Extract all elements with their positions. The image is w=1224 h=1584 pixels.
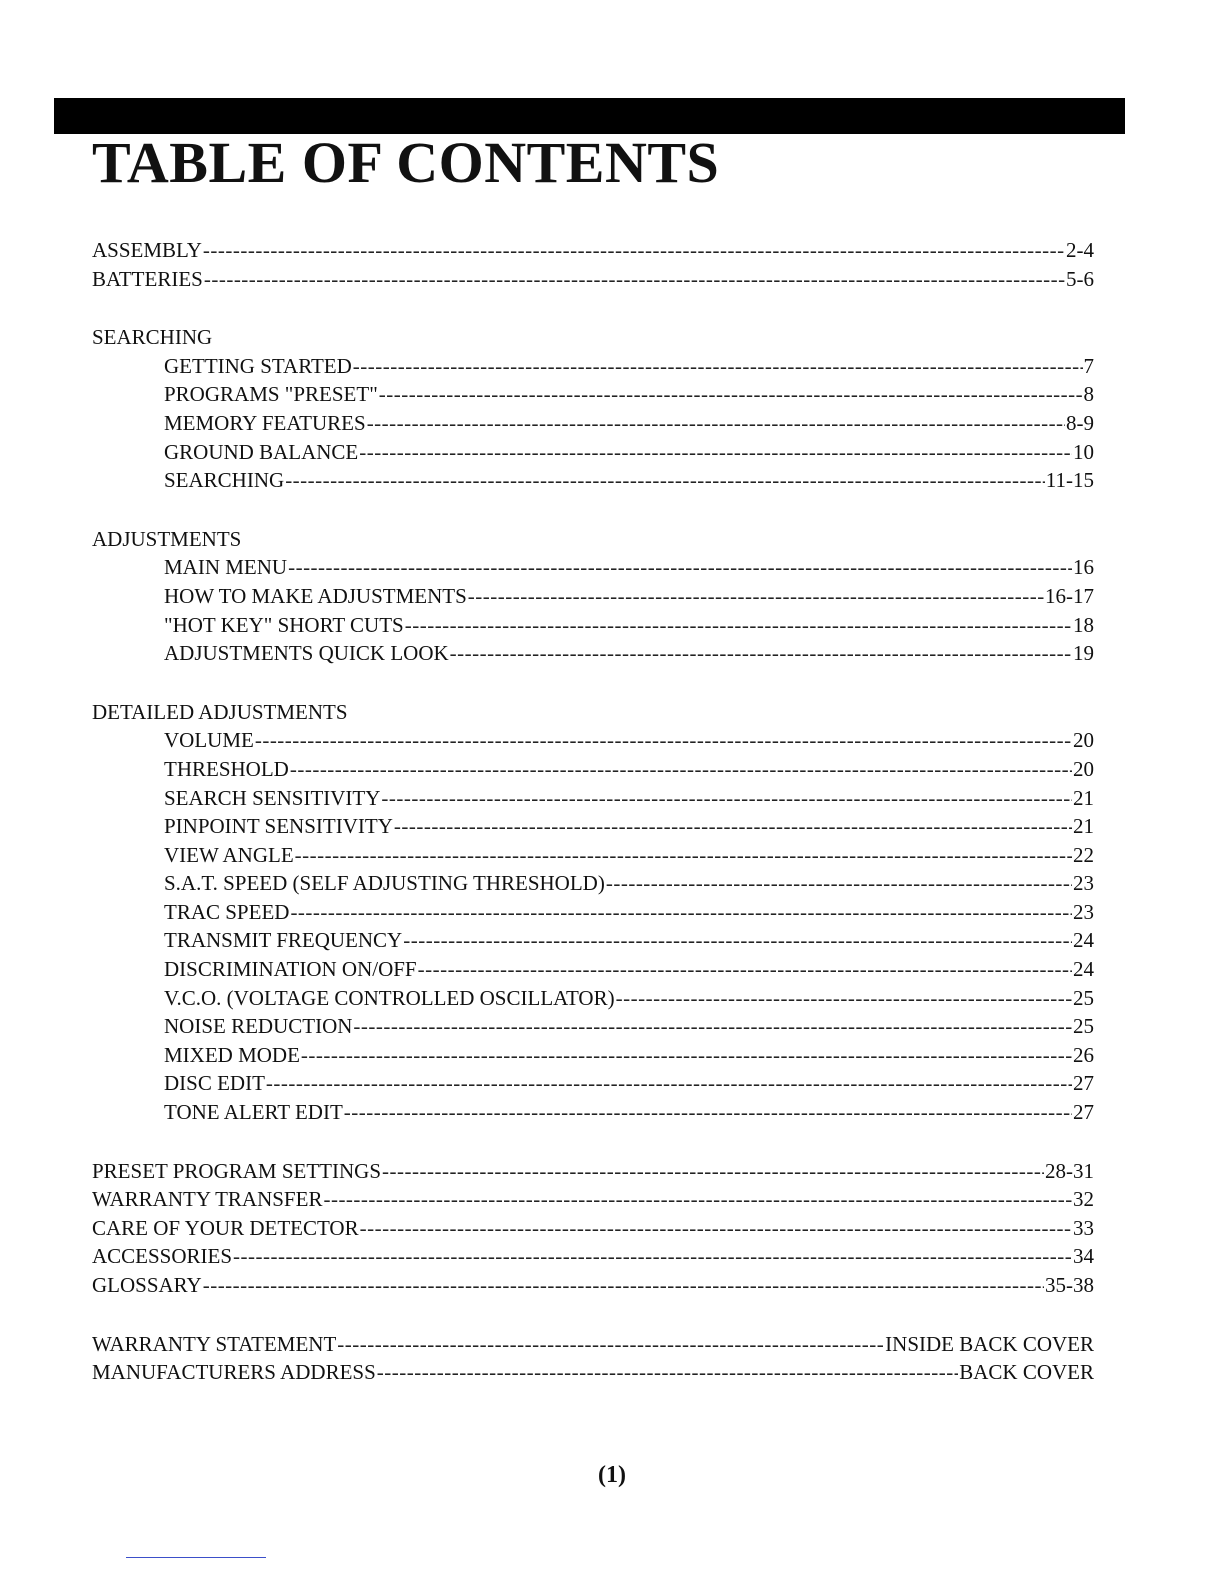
dot-leader: [344, 1098, 1072, 1127]
dot-leader: [353, 352, 1083, 381]
toc-entry-page: 7: [1083, 353, 1094, 378]
dot-leader: [353, 1012, 1072, 1041]
toc-entry-label: VOLUME: [164, 728, 254, 753]
toc-entry[interactable]: [92, 409, 1094, 438]
toc-entry[interactable]: [92, 380, 1094, 409]
dot-leader: [323, 1185, 1072, 1214]
toc-entry-label: PROGRAMS "PRESET": [164, 382, 378, 407]
dot-leader: [403, 926, 1072, 955]
toc-entry-label: GLOSSARY: [92, 1273, 202, 1297]
toc-entry-page: 28-31: [1045, 1158, 1094, 1183]
toc-entry-page: 25: [1073, 1014, 1094, 1039]
toc-entry[interactable]: [92, 1214, 1094, 1243]
dot-leader: [394, 812, 1072, 841]
toc-entry-label: ASSEMBLY: [92, 238, 202, 262]
section-heading: ADJUSTMENTS: [92, 526, 242, 551]
toc-entry-page: 33: [1073, 1215, 1094, 1240]
toc-entry[interactable]: [92, 236, 1094, 265]
toc-entry-label: VIEW ANGLE: [164, 842, 294, 867]
toc-entry-label: DISC EDIT: [164, 1071, 265, 1096]
toc-entry-label: MAIN MENU: [164, 555, 288, 580]
toc-entry-page: BACK COVER: [959, 1360, 1094, 1385]
dot-leader: [379, 380, 1083, 409]
dot-leader: [233, 1242, 1072, 1271]
dot-leader: [301, 1041, 1072, 1070]
toc-entry-label: HOW TO MAKE ADJUSTMENTS: [164, 583, 467, 608]
toc-entry-page: 35-38: [1045, 1273, 1094, 1297]
toc-entry[interactable]: [92, 639, 1094, 668]
toc-entry[interactable]: [92, 582, 1094, 611]
toc-entry[interactable]: [92, 1012, 1094, 1041]
dot-leader: [616, 984, 1072, 1013]
toc-entry[interactable]: [92, 1330, 1094, 1359]
toc-entry[interactable]: [92, 726, 1094, 755]
toc-entry-label: MANUFACTURERS ADDRESS: [92, 1360, 376, 1385]
dot-leader: [418, 955, 1072, 984]
dot-leader: [381, 784, 1072, 813]
toc-entry-label: MEMORY FEATURES: [164, 410, 366, 435]
toc-entry-label: CARE OF YOUR DETECTOR: [92, 1215, 359, 1240]
toc-entry-label: SEARCH SENSITIVITY: [164, 785, 381, 810]
toc-entry-label: MIXED MODE: [164, 1042, 300, 1067]
bottom-rule: [126, 1557, 266, 1558]
toc-entry-page: 27: [1073, 1071, 1094, 1096]
toc-entry[interactable]: [92, 1242, 1094, 1271]
toc-entry[interactable]: [92, 784, 1094, 813]
toc-entry-page: 10: [1073, 439, 1094, 464]
toc-entry[interactable]: [92, 1358, 1094, 1387]
toc-entry-page: 16-17: [1045, 583, 1094, 608]
toc-entry-page: 27: [1073, 1100, 1094, 1125]
table-of-contents: [92, 236, 1094, 1387]
dot-leader: [367, 409, 1065, 438]
toc-entry[interactable]: [92, 1185, 1094, 1214]
page-number: (1): [598, 1462, 626, 1488]
dot-leader: [203, 236, 1065, 265]
dot-leader: [468, 582, 1044, 611]
toc-entry[interactable]: [92, 352, 1094, 381]
toc-entry-page: 11-15: [1045, 468, 1094, 493]
toc-entry-page: 8: [1083, 382, 1094, 407]
dot-leader: [360, 1214, 1072, 1243]
toc-entry[interactable]: [92, 1069, 1094, 1098]
dot-leader: [255, 726, 1072, 755]
toc-entry-label: PINPOINT SENSITIVITY: [164, 814, 393, 839]
toc-entry[interactable]: [92, 466, 1094, 495]
toc-entry-label: SEARCHING: [164, 468, 285, 493]
dot-leader: [405, 611, 1072, 640]
toc-entry-page: 22: [1073, 842, 1094, 867]
toc-entry-page: 18: [1073, 612, 1094, 637]
toc-entry-page: 8-9: [1066, 410, 1094, 435]
toc-entry[interactable]: [92, 898, 1094, 927]
dot-leader: [337, 1330, 884, 1359]
toc-entry-label: GROUND BALANCE: [164, 439, 359, 464]
toc-entry-label: TONE ALERT EDIT: [164, 1100, 343, 1125]
toc-entry-page: 23: [1073, 899, 1094, 924]
toc-entry-page: 24: [1073, 957, 1094, 982]
toc-entry-label: NOISE REDUCTION: [164, 1014, 353, 1039]
page-title: TABLE OF CONTENTS: [92, 130, 720, 195]
toc-entry-label: S.A.T. SPEED (SELF ADJUSTING THRESHOLD): [164, 871, 605, 896]
toc-entry-page: 34: [1073, 1244, 1094, 1269]
toc-entry[interactable]: [92, 611, 1094, 640]
toc-entry[interactable]: [92, 1041, 1094, 1070]
toc-entry-page: 5-6: [1066, 266, 1094, 291]
dot-leader: [266, 1069, 1072, 1098]
toc-entry-page: 32: [1073, 1187, 1094, 1212]
toc-entry-label: TRANSMIT FREQUENCY: [164, 928, 403, 953]
dot-leader: [285, 466, 1045, 495]
toc-entry-page: 16: [1073, 555, 1094, 580]
toc-entry-label: ACCESSORIES: [92, 1244, 233, 1269]
dot-leader: [288, 553, 1072, 582]
toc-entry-label: DISCRIMINATION ON/OFF: [164, 957, 417, 982]
dot-leader: [290, 755, 1072, 784]
toc-entry-page: 20: [1073, 728, 1094, 753]
toc-entry[interactable]: [92, 1271, 1094, 1300]
dot-leader: [377, 1358, 958, 1387]
toc-entry[interactable]: [92, 1098, 1094, 1127]
toc-entry-label: WARRANTY TRANSFER: [92, 1187, 323, 1212]
dot-leader: [290, 898, 1072, 927]
toc-entry[interactable]: [92, 755, 1094, 784]
toc-entry-page: 26: [1073, 1042, 1094, 1067]
toc-entry-label: V.C.O. (VOLTAGE CONTROLLED OSCILLATOR): [164, 985, 615, 1010]
dot-leader: [450, 639, 1072, 668]
toc-entry-label: ADJUSTMENTS QUICK LOOK: [164, 641, 449, 666]
toc-entry[interactable]: [92, 984, 1094, 1013]
toc-entry[interactable]: [92, 926, 1094, 955]
dot-leader: [295, 841, 1072, 870]
toc-entry-page: 21: [1073, 785, 1094, 810]
toc-entry[interactable]: [92, 553, 1094, 582]
toc-entry[interactable]: [92, 841, 1094, 870]
toc-entry-page: 23: [1073, 871, 1094, 896]
toc-entry-label: THRESHOLD: [164, 756, 289, 781]
section-heading: SEARCHING: [92, 325, 213, 350]
dot-leader: [359, 438, 1072, 467]
toc-entry-page: INSIDE BACK COVER: [885, 1331, 1094, 1356]
toc-entry-page: 20: [1073, 756, 1094, 781]
toc-entry-page: 19: [1073, 641, 1094, 666]
toc-entry-page: 21: [1073, 814, 1094, 839]
toc-entry[interactable]: [92, 812, 1094, 841]
dot-leader: [204, 265, 1065, 294]
toc-entry[interactable]: [92, 438, 1094, 467]
toc-entry[interactable]: [92, 955, 1094, 984]
toc-entry-page: 2-4: [1066, 238, 1094, 262]
section-heading: DETAILED ADJUSTMENTS: [92, 699, 348, 724]
dot-leader: [382, 1157, 1044, 1186]
toc-entry-page: 24: [1073, 928, 1094, 953]
toc-entry-label: "HOT KEY" SHORT CUTS: [164, 612, 404, 637]
toc-entry-label: WARRANTY STATEMENT: [92, 1331, 337, 1356]
dot-leader: [606, 869, 1072, 898]
toc-entry-label: BATTERIES: [92, 266, 203, 291]
toc-entry[interactable]: [92, 1157, 1094, 1186]
toc-entry[interactable]: [92, 869, 1094, 898]
dot-leader: [203, 1271, 1044, 1300]
toc-entry-label: TRAC SPEED: [164, 899, 290, 924]
toc-entry-page: 25: [1073, 985, 1094, 1010]
toc-entry[interactable]: [92, 265, 1094, 294]
toc-entry-label: GETTING STARTED: [164, 353, 352, 378]
toc-entry-label: PRESET PROGRAM SETTINGS: [92, 1158, 381, 1183]
